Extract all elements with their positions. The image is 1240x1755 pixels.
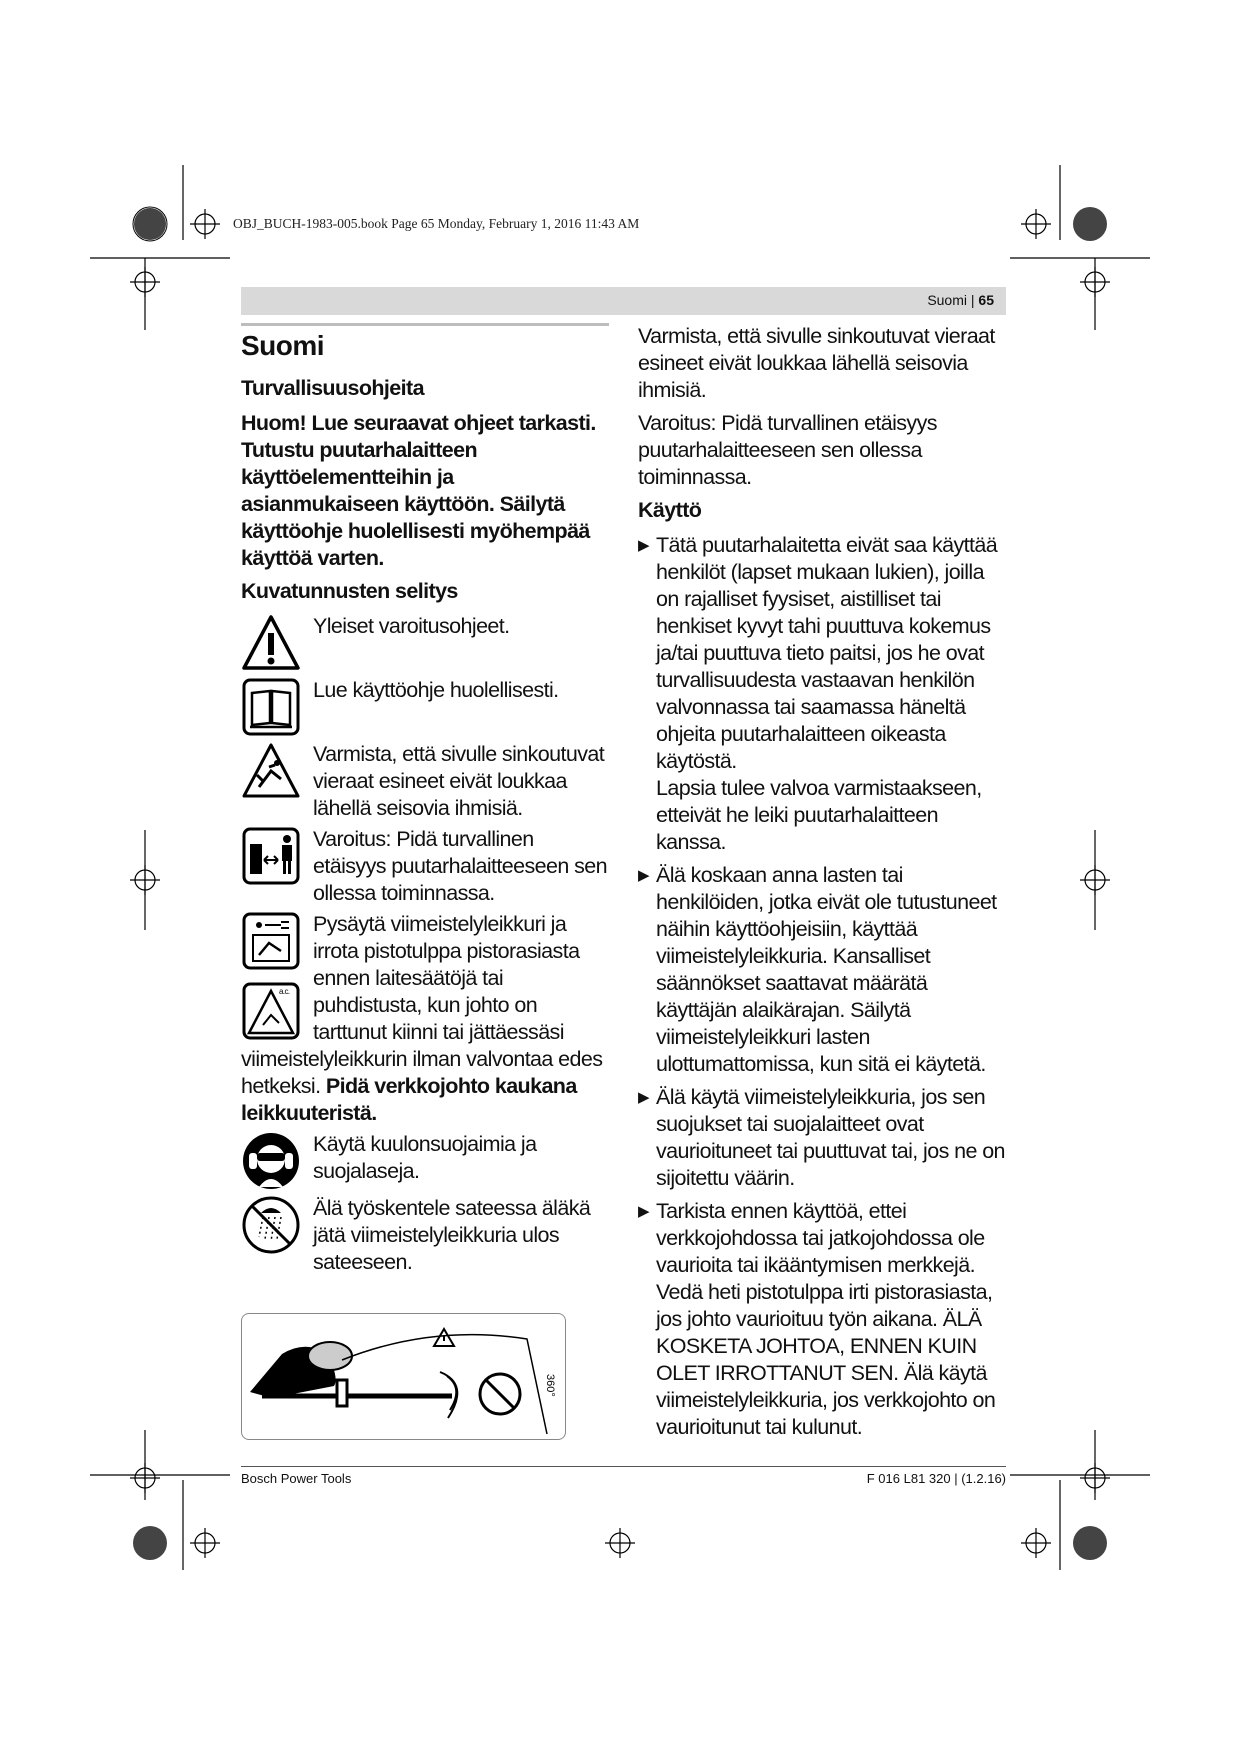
- footer-rule: [241, 1466, 1006, 1467]
- symbol-row: [241, 1131, 609, 1191]
- safety-distance-icon: [241, 826, 301, 886]
- cord-damage-icon: [241, 981, 301, 1041]
- paragraph: Varoitus: Pidä turvallinen etäisyys puutarhalaitteeseen sen ollessa toiminnassa.: [638, 411, 937, 489]
- bullet-item: [638, 1084, 1008, 1192]
- bullet-marker-icon: ▶: [638, 537, 649, 554]
- use-heading: Käyttö: [638, 498, 702, 522]
- trimmer-operation-illustration: [242, 1314, 565, 1439]
- right-column: [638, 323, 1008, 1447]
- bullet-text: Älä käytä viimeistelyleikkuria, jos sen suojukset tai suojalaitteet ovat vaurioituneet tai puuttuvat tai, jos ne on sijoitettu väärin.: [656, 1085, 1005, 1190]
- ear-eye-protection-icon: [241, 1131, 301, 1191]
- unplug-icon: [241, 911, 301, 971]
- symbol-row: [241, 826, 609, 907]
- footer-left: Bosch Power Tools: [241, 1471, 352, 1486]
- bullet-text-extra: Lapsia tulee valvoa varmistaakseen, etteivät he leiki puutarhalaitteen kanssa.: [656, 776, 982, 854]
- bullet-text: Älä koskaan anna lasten tai henkilöiden, jotka eivät ole tutustuneet näihin käyttöohjeisiin, käyttää viimeistelyleikkuria. Kansalliset säännökset saattavat määrätä käyttäjän alaikärajan. Säilytä viimeistelyleikkuri lasten ulottumattomissa, kun sitä ei käytetä.: [656, 863, 997, 1076]
- bullet-item: [638, 532, 1008, 856]
- symbol-row: [241, 613, 609, 673]
- left-column: [241, 323, 609, 1280]
- header-section: Suomi: [927, 292, 967, 308]
- symbol-text: Käytä kuulonsuojaimia ja suojalaseja.: [313, 1132, 537, 1183]
- unplug-bold: Pidä verkkojohto kaukana leikkuuteristä.: [241, 1074, 577, 1125]
- symbol-text: Yleiset varoitusohjeet.: [313, 614, 510, 638]
- page-title: Suomi: [241, 330, 325, 361]
- bullet-marker-icon: ▶: [638, 1089, 649, 1106]
- unplug-block: [241, 911, 609, 1127]
- title-rule: [241, 323, 609, 326]
- symbols-heading: Kuvatunnusten selitys: [241, 579, 458, 603]
- symbol-text: Lue käyttöohje huolellisesti.: [313, 678, 559, 702]
- flying-debris-icon: [241, 741, 301, 801]
- bullet-marker-icon: ▶: [638, 867, 649, 884]
- warning-intro: Huom! Lue seuraavat ohjeet tarkasti. Tutustu puutarhalaitteen käyttöelementteihin ja asianmukaiseen käyttöön. Säilytä käyttöohje huolellisesti myöhempää käyttöä varten.: [241, 411, 596, 570]
- rotation-label: 360°: [544, 1374, 556, 1397]
- symbol-text: Varmista, että sivulle sinkoutuvat vieraat esineet eivät loukkaa lähellä seisovia ihmisiä.: [313, 742, 605, 820]
- bullet-text: Tätä puutarhalaitetta eivät saa käyttää henkilöt (lapset mukaan lukien), joilla on rajalliset fyysiset, aistilliset tai henkiset kyvyt tahi puuttuva kokemus ja/tai puuttuva tieto paitsi, jos he ovat turvallisuudesta vastaavan henkilön valvonnassa tai saamassa häneltä ohjeita puutarhalaitteen oikeasta käytöstä.: [656, 533, 998, 773]
- unplug-text: Pysäytä viimeistelyleikkuri ja irrota pistotulppa pistorasiasta ennen laitesäätöjä tai puhdistusta, kun johto on tarttunut kiinni tai jättäessäsi viimeistelyleikkurin ilman valvontaa edes hetkeksi.: [241, 912, 603, 1098]
- paragraph: Varmista, että sivulle sinkoutuvat vieraat esineet eivät loukkaa lähellä seisovia ihmisiä.: [638, 324, 995, 402]
- running-header: Suomi | 65: [241, 287, 1006, 315]
- operation-figure: [241, 1313, 566, 1440]
- print-slug: OBJ_BUCH-1983-005.book Page 65 Monday, February 1, 2016 11:43 AM: [233, 216, 640, 231]
- safety-heading: Turvallisuusohjeita: [241, 376, 424, 400]
- symbol-row: [241, 677, 609, 737]
- symbol-text: Älä työskentele sateessa äläkä jätä viimeistelyleikkuria ulos sateeseen.: [313, 1196, 591, 1274]
- manual-book-icon: [241, 677, 301, 737]
- page-number: 65: [978, 292, 994, 308]
- no-rain-icon: [241, 1195, 301, 1255]
- symbol-row: [241, 1195, 609, 1276]
- symbol-text: Varoitus: Pidä turvallinen etäisyys puutarhalaitteeseen sen ollessa toiminnassa.: [313, 827, 607, 905]
- bullet-item: [638, 1198, 1008, 1441]
- bullet-marker-icon: ▶: [638, 1203, 649, 1220]
- symbol-row: [241, 741, 609, 822]
- svg-text:a.c.: a.c.: [279, 987, 290, 996]
- warning-triangle-icon: [241, 613, 301, 673]
- footer-right: F 016 L81 320 | (1.2.16): [866, 1471, 1006, 1486]
- bullet-text: Tarkista ennen käyttöä, ettei verkkojohdossa tai jatkojohdossa ole vaurioita tai ikääntymisen merkkejä. Vedä heti pistotulppa irti pistorasiasta, jos johto vaurioituu työn aikana. ÄLÄ KOSKETA JOHTOA, ENNEN KUIN OLET IRROTTANUT SEN. Älä käytä viimeistelyleikkuria, jos verkkojohto on vaurioitunut tai kulunut.: [656, 1199, 996, 1439]
- bullet-item: [638, 862, 1008, 1078]
